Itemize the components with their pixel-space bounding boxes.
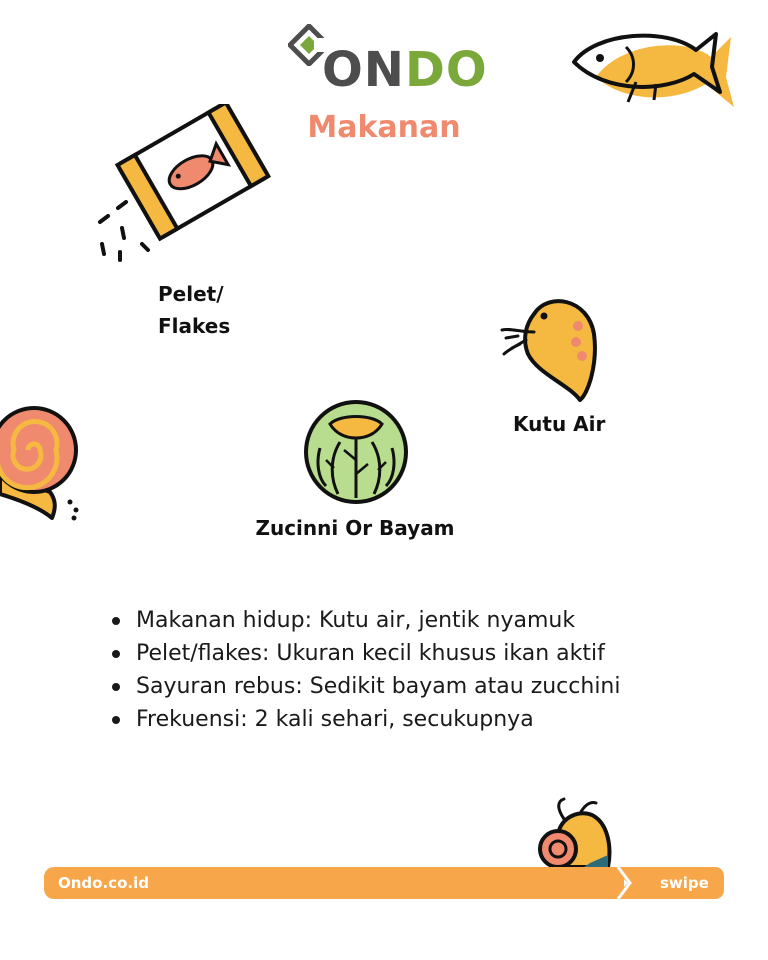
food-label-pelet-line2: Flakes: [158, 314, 231, 338]
food-label-pelet: [158, 278, 230, 342]
snail-small-icon: [528, 797, 614, 867]
list-item: Sayuran rebus: Sedikit bayam atau zucchini: [108, 670, 620, 703]
list-item: Frekuensi: 2 kali sehari, secukupnya: [108, 703, 620, 736]
snail-icon: [0, 404, 82, 522]
fish-icon: [566, 22, 736, 112]
water-flea-icon: [498, 294, 602, 404]
food-label-pelet-line1: Pelet/: [158, 282, 224, 306]
footer-site-link[interactable]: Ondo.co.id: [58, 874, 149, 892]
brand-name-part1: ON: [322, 42, 405, 98]
list-item: Pelet/flakes: Ukuran kecil khusus ikan aktif: [108, 637, 620, 670]
food-label-kutu-air: Kutu Air: [513, 412, 606, 436]
fish-food-packet-icon: [92, 104, 272, 269]
brand-name-part2: DO: [404, 42, 488, 98]
food-label-zucinni: Zucinni Or Bayam: [255, 516, 455, 540]
list-item: Makanan hidup: Kutu air, jentik nyamuk: [108, 604, 620, 637]
cabbage-icon: [300, 398, 412, 504]
feeding-tips-list: [108, 604, 620, 736]
brand-logo: [322, 44, 488, 96]
swipe-label: swipe: [660, 874, 709, 892]
page-title: Makanan: [307, 110, 461, 145]
